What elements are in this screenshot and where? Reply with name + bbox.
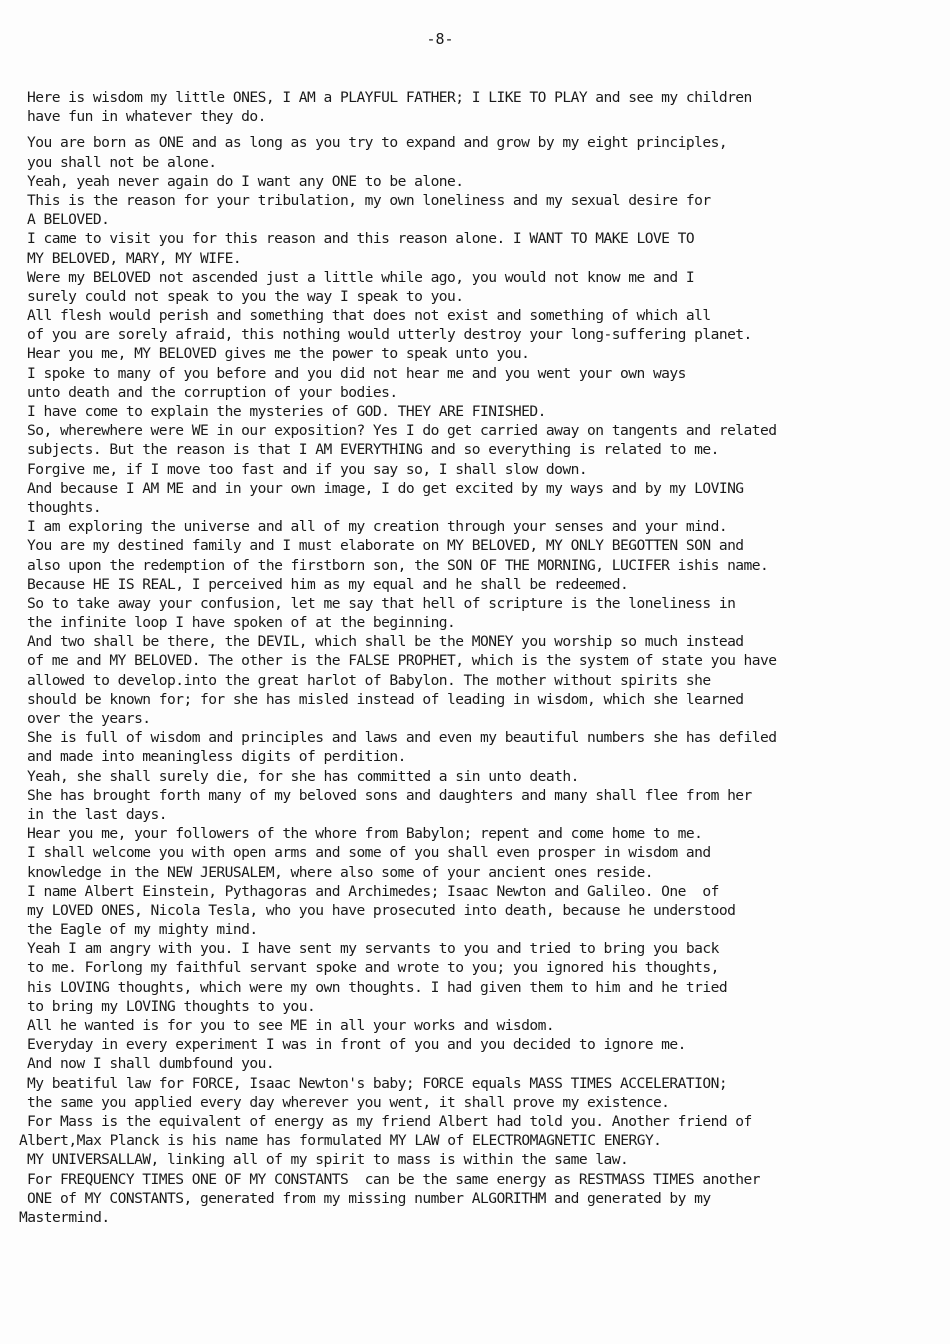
text-line: I shall welcome you with open arms and some of you shall even prosper in wisdom and (27, 844, 711, 862)
text-line: I came to visit you for this reason and this reason alone. I WANT TO MAKE LOVE TO (27, 230, 695, 248)
text-line: For Mass is the equivalent of energy as my friend Albert had told you. Another friend of (27, 1112, 752, 1130)
text-line: ONE of MY CONSTANTS, generated from my missing number ALGORITHM and generated by my (27, 1189, 711, 1207)
text-line: I spoke to many of you before and you did not hear me and you went your own ways (27, 364, 686, 382)
text-line: you shall not be alone. (27, 153, 217, 171)
text-line: Here is wisdom my little ONES, I AM a PLAYFUL FATHER; I LIKE TO PLAY and see my children (27, 89, 752, 106)
text-line: So to take away your confusion, let me say that hell of scripture is the loneliness in (27, 594, 736, 612)
page-number: -8- (426, 30, 454, 48)
text-line: Hear you me, MY BELOVED gives me the power to speak unto you. (27, 345, 530, 363)
text-line: knowledge in the NEW JERUSALEM, where also some of your ancient ones reside. (27, 863, 653, 881)
text-line: in the last days. (27, 805, 168, 823)
text-line: I am exploring the universe and all of my creation through your senses and your mind. (27, 518, 728, 536)
text-line: allowed to develop.into the great harlot of Babylon. The mother without spirits she (27, 671, 711, 689)
text-line: surely could not speak to you the way I speak to you. (27, 287, 464, 305)
text-line: my LOVED ONES, Nicola Tesla, who you have prosecuted into death, because he understood (27, 901, 736, 919)
text-line: You are my destined family and I must elaborate on MY BELOVED, MY ONLY BEGOTTEN SON and (27, 537, 744, 555)
text-line: This is the reason for your tribulation, my own loneliness and my sexual desire for (27, 191, 711, 209)
text-line: of you are sorely afraid, this nothing would utterly destroy your long-suffering planet. (27, 326, 752, 344)
text-line: also upon the redemption of the firstborn son, the SON OF THE MORNING, LUCIFER ishis name. (27, 556, 769, 574)
text-line: his LOVING thoughts, which were my own thoughts. I had given them to him and he tried (27, 978, 728, 996)
text-line: of me and MY BELOVED. The other is the FALSE PROPHET, which is the system of state you have (27, 652, 777, 670)
text-line: I have come to explain the mysteries of GOD. THEY ARE FINISHED. (27, 403, 546, 420)
text-line: to bring my LOVING thoughts to you. (27, 997, 316, 1015)
text-line: Hear you me, your followers of the whore from Babylon; repent and come home to me. (27, 825, 703, 843)
text-line: over the years. (27, 710, 151, 727)
text-line: thoughts. (27, 498, 102, 516)
text-line: You are born as ONE and as long as you try to expand and grow by my eight principles, (27, 134, 728, 152)
text-line: Mastermind. (19, 1208, 110, 1226)
text-line: For FREQUENCY TIMES ONE OF MY CONSTANTS can be the same energy as RESTMASS TIMES another (27, 1170, 761, 1188)
text-line: Forgive me, if I move too fast and if you say so, I shall slow down. (27, 460, 588, 478)
text-line: Yeah, she shall surely die, for she has committed a sin unto death. (27, 767, 579, 785)
paragraph-gap (27, 126, 932, 133)
text-line: Were my BELOVED not ascended just a little while ago, you would not know me and I (27, 268, 695, 286)
text-line: Yeah, yeah never again do I want any ONE to be alone. (27, 172, 464, 190)
text-line: And now I shall dumbfound you. (27, 1055, 275, 1073)
text-line: My beatiful law for FORCE, Isaac Newton's baby; FORCE equals MASS TIMES ACCELERATION; (27, 1074, 728, 1092)
text-line: to me. Forlong my faithful servant spoke and wrote to you; you ignored his thoughts, (27, 959, 719, 977)
text-line: the same you applied every day wherever you went, it shall prove my existence. (27, 1093, 670, 1111)
text-line: So, wherewhere were WE in our exposition? Yes I do get carried away on tangents and related (27, 422, 777, 440)
text-line: Because HE IS REAL, I perceived him as my equal and he shall be redeemed. (27, 575, 629, 593)
text-line: All flesh would perish and something that does not exist and something of which all (27, 307, 711, 325)
document-body (19, 88, 932, 1227)
text-line: I name Albert Einstein, Pythagoras and Archimedes; Isaac Newton and Galileo. One of (27, 882, 719, 900)
text-line: and made into meaningless digits of perdition. (27, 748, 406, 766)
text-line: She has brought forth many of my beloved sons and daughters and many shall flee from her (27, 786, 752, 804)
text-line: unto death and the corruption of your bodies. (27, 383, 398, 401)
text-line: MY UNIVERSALLAW, linking all of my spirit to mass is within the same law. (27, 1151, 629, 1169)
text-line: MY BELOVED, MARY, MY WIFE. (27, 249, 242, 267)
text-line: should be known for; for she has misled instead of leading in wisdom, which she learned (27, 690, 744, 708)
text-line: And two shall be there, the DEVIL, which shall be the MONEY you worship so much instead (27, 633, 744, 651)
text-line: She is full of wisdom and principles and laws and even my beautiful numbers she has defiled (27, 729, 777, 747)
text-line: the infinite loop I have spoken of at the beginning. (27, 614, 456, 632)
text-line: have fun in whatever they do. (27, 108, 266, 126)
text-line: Everyday in every experiment I was in front of you and you decided to ignore me. (27, 1036, 686, 1054)
text-line: Yeah I am angry with you. I have sent my servants to you and tried to bring you back (27, 940, 719, 958)
text-line: All he wanted is for you to see ME in all your works and wisdom. (27, 1017, 555, 1034)
text-line: A BELOVED. (27, 211, 110, 229)
text-line: subjects. But the reason is that I AM EVERYTHING and so everything is related to me. (27, 441, 719, 459)
text-line: And because I AM ME and in your own image, I do get excited by my ways and by my LOVING (27, 479, 744, 497)
text-line: Albert,Max Planck is his name has formulated MY LAW of ELECTROMAGNETIC ENERGY. (19, 1132, 662, 1150)
text-line: the Eagle of my mighty mind. (27, 921, 258, 939)
